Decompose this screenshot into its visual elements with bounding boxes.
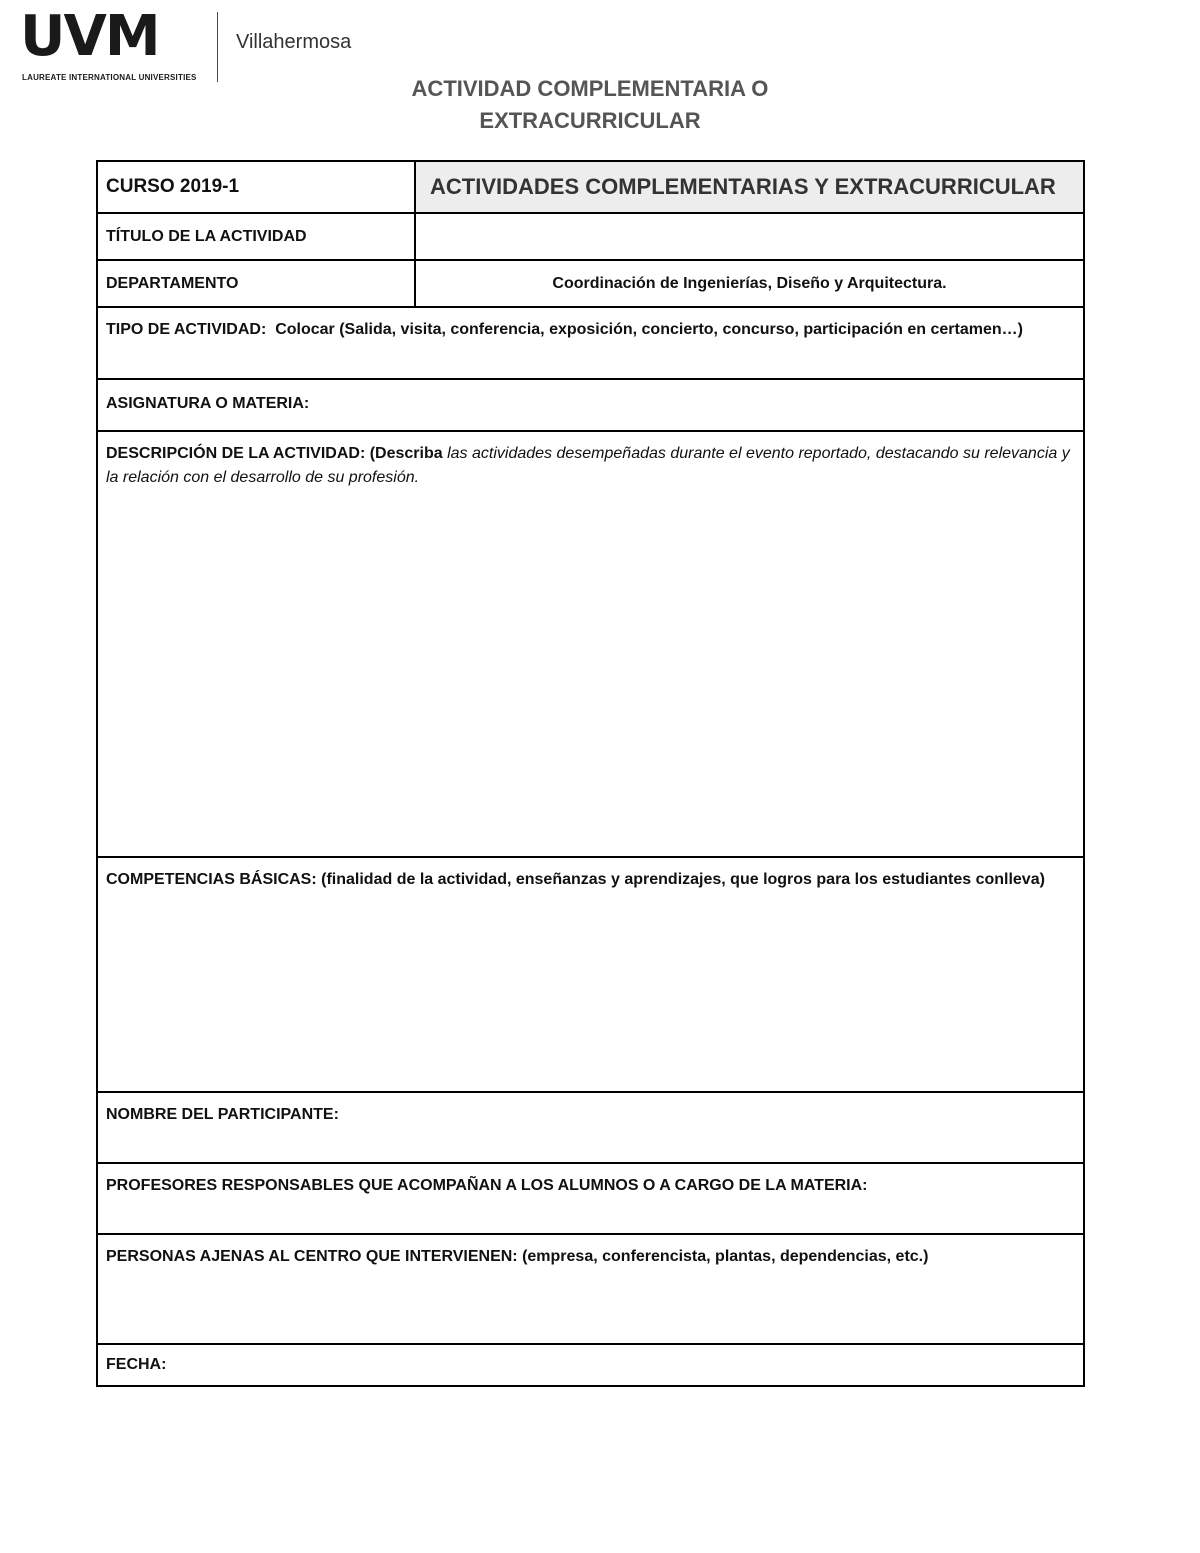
form-row-curso [98,162,1083,214]
asignatura-field[interactable] [98,380,1083,430]
profesores-label: PROFESORES RESPONSABLES QUE ACOMPAÑAN A LOS ALUMNOS O A CARGO DE LA MATERIA: [106,1177,868,1194]
fecha-label: FECHA: [106,1356,167,1373]
tipo-hint: Colocar (Salida, visita, conferencia, exposición, concierto, concurso, participación en certamen…) [275,321,1023,338]
form-row-participante[interactable] [98,1093,1083,1164]
form-row-asignatura[interactable] [98,380,1083,432]
campus-name: Villahermosa [236,31,352,53]
competencias-label: COMPETENCIAS BÁSICAS: [106,871,317,888]
form-row-personas[interactable] [98,1235,1083,1345]
departamento-label: DEPARTAMENTO [98,261,416,306]
form-row-fecha[interactable] [98,1345,1083,1385]
form-row-competencias[interactable] [98,858,1083,1093]
tipo-label: TIPO DE ACTIVIDAD: [106,321,267,338]
personas-hint: (empresa, conferencista, plantas, dependencias, etc.) [522,1248,929,1265]
form-row-descripcion[interactable] [98,432,1083,858]
titulo-label: TÍTULO DE LA ACTIVIDAD [98,214,416,259]
logo-divider [217,12,218,82]
page-header [0,0,1200,150]
document-title [340,73,840,137]
descripcion-hint: las actividades desempeñadas durante el evento reportado, destacando su relevancia y la relación con el desarrollo de su profesión. [106,445,1070,486]
activity-form [96,160,1085,1387]
descripcion-field[interactable] [98,432,1083,856]
form-row-tipo[interactable] [98,308,1083,380]
curso-label: CURSO 2019-1 [98,162,416,212]
uvm-logo: UVM [20,4,159,69]
descripcion-label: DESCRIPCIÓN DE LA ACTIVIDAD: [106,445,366,462]
competencias-field[interactable] [98,858,1083,1091]
asignatura-label: ASIGNATURA O MATERIA: [106,395,310,412]
form-row-titulo [98,214,1083,261]
profesores-field[interactable] [98,1164,1083,1233]
fecha-field[interactable] [98,1345,1083,1385]
document-title-line1: ACTIVIDAD COMPLEMENTARIA O [411,76,769,101]
form-row-profesores[interactable] [98,1164,1083,1235]
participante-field[interactable] [98,1093,1083,1162]
tipo-field[interactable] [98,308,1083,378]
section-title: ACTIVIDADES COMPLEMENTARIAS Y EXTRACURRICULAR [416,162,1083,212]
document-title-line2: EXTRACURRICULAR [479,108,701,133]
participante-label: NOMBRE DEL PARTICIPANTE: [106,1106,339,1123]
personas-field[interactable] [98,1235,1083,1343]
form-row-departamento [98,261,1083,308]
titulo-field[interactable] [416,214,1083,259]
departamento-value[interactable]: Coordinación de Ingenierías, Diseño y Arquitectura. [552,274,947,292]
personas-label: PERSONAS AJENAS AL CENTRO QUE INTERVIENEN: [106,1248,518,1265]
logo-subtitle: LAUREATE INTERNATIONAL UNIVERSITIES [22,73,197,82]
descripcion-hint-bold: (Describa [369,445,443,462]
competencias-hint: (finalidad de la actividad, enseñanzas y aprendizajes, que logros para los estudiantes conlleva) [321,871,1045,888]
